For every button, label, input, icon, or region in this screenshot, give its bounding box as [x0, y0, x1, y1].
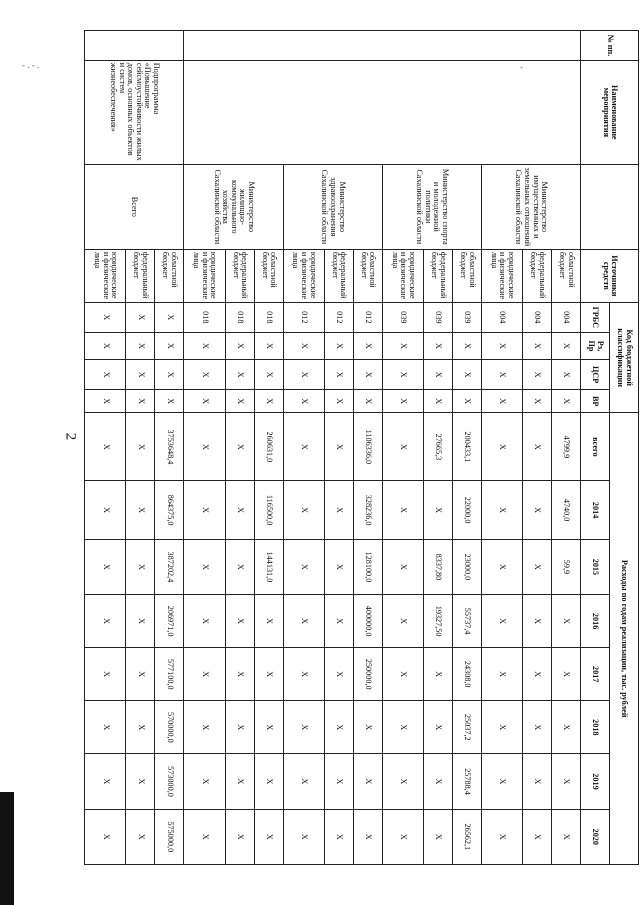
expense-value: X — [382, 754, 423, 809]
expense-value: X — [283, 701, 324, 754]
expense-value: X — [481, 481, 522, 539]
expense-value: X — [324, 701, 353, 754]
vr-code: X — [225, 390, 254, 413]
header-kbk: Код бюджетной классификации — [610, 302, 639, 412]
header-org-blank — [581, 164, 639, 249]
vr-code: X — [126, 390, 155, 413]
grbs-code: 039 — [452, 302, 481, 332]
expense-value: X — [481, 413, 522, 481]
header-source: Источники средств — [581, 249, 639, 302]
csr-code: X — [424, 360, 453, 390]
expense-value: X — [283, 754, 324, 809]
expense-value: 570000,0 — [155, 701, 184, 754]
expense-value: X — [523, 701, 552, 754]
funding-source: областной бюджет — [552, 249, 581, 302]
funding-source: областной бюджет — [353, 249, 382, 302]
row-name — [184, 60, 581, 164]
expense-value: X — [382, 648, 423, 701]
expense-value: X — [424, 701, 453, 754]
expense-value: X — [254, 809, 283, 864]
row-num — [184, 31, 581, 61]
expense-value: 206971,0 — [155, 595, 184, 648]
funding-source: федеральный бюджет — [523, 249, 552, 302]
expense-value: X — [382, 413, 423, 481]
expense-value: X — [382, 595, 423, 648]
expense-value: X — [85, 648, 126, 701]
funding-source: юридические и физические лица — [382, 249, 423, 302]
expense-value: 59,9 — [552, 539, 581, 594]
header-kbk-sub: ГРБС — [581, 302, 610, 332]
expense-value: X — [283, 481, 324, 539]
expense-value: X — [283, 539, 324, 594]
expense-value: X — [424, 754, 453, 809]
expense-value: 27665,3 — [424, 413, 453, 481]
expense-value: X — [382, 701, 423, 754]
rz-code: X — [382, 332, 423, 360]
vr-code: X — [452, 390, 481, 413]
rz-code: X — [184, 332, 225, 360]
expense-value: X — [184, 539, 225, 594]
expense-value: X — [225, 413, 254, 481]
vr-code: X — [283, 390, 324, 413]
expense-value: X — [225, 539, 254, 594]
grbs-code: X — [155, 302, 184, 332]
grbs-code: 039 — [382, 302, 423, 332]
rz-code: X — [481, 332, 522, 360]
funding-source: федеральный бюджет — [424, 249, 453, 302]
grbs-code: 018 — [254, 302, 283, 332]
expense-value: X — [324, 595, 353, 648]
expense-value: X — [225, 648, 254, 701]
expense-value: X — [481, 701, 522, 754]
expense-value: X — [85, 481, 126, 539]
expense-value: X — [283, 809, 324, 864]
funding-source: юридические и физические лица — [85, 249, 126, 302]
vr-code: X — [424, 390, 453, 413]
expense-value: 328236,0 — [353, 481, 382, 539]
header-kbk-sub: ЦСР — [581, 360, 610, 390]
grbs-code: X — [126, 302, 155, 332]
org-name: Министерство жилищно-коммунального хозяйства Сахалинской области — [184, 164, 283, 249]
expense-value: X — [424, 481, 453, 539]
vr-code: X — [552, 390, 581, 413]
grbs-code: 039 — [424, 302, 453, 332]
subprogram-name: Подпрограмма «Повышение сейсмоустойчивости жилых домов, основных объектов и систем жизнеобеспечения» — [85, 60, 184, 164]
expense-value: 23000,0 — [452, 539, 481, 594]
expense-value: 24308,0 — [452, 648, 481, 701]
expense-value: 260631,0 — [254, 413, 283, 481]
expense-value: X — [552, 595, 581, 648]
funding-source: федеральный бюджет — [126, 249, 155, 302]
csr-code: X — [324, 360, 353, 390]
expense-value: 22000,0 — [452, 481, 481, 539]
expense-value: X — [324, 648, 353, 701]
expense-value: X — [353, 701, 382, 754]
expense-value: X — [184, 754, 225, 809]
csr-code: X — [126, 360, 155, 390]
header-name: Наименование мероприятия — [581, 60, 639, 164]
expense-value: 144131,0 — [254, 539, 283, 594]
funding-source: областной бюджет — [452, 249, 481, 302]
row-num — [85, 31, 184, 61]
expense-value: 3753648,4 — [155, 413, 184, 481]
funding-source: юридические и физические лица — [481, 249, 522, 302]
header-kbk-sub: Рз, Пр — [581, 332, 610, 360]
rz-code: X — [523, 332, 552, 360]
header-year: 2017 — [581, 648, 610, 701]
expense-value: X — [523, 809, 552, 864]
rz-code: X — [126, 332, 155, 360]
header-year: 2020 — [581, 809, 610, 864]
expense-value: 25037,2 — [452, 701, 481, 754]
org-name: Министерство здравоохранения Сахалинской области — [283, 164, 382, 249]
expense-value: X — [225, 481, 254, 539]
rz-code: X — [85, 332, 126, 360]
funding-source: федеральный бюджет — [324, 249, 353, 302]
expense-value: X — [523, 413, 552, 481]
org-name: Всего — [85, 164, 184, 249]
rz-code: X — [324, 332, 353, 360]
expense-value: 26562,1 — [452, 809, 481, 864]
expense-value: X — [85, 413, 126, 481]
expense-value: X — [382, 809, 423, 864]
expense-value: 1106336,0 — [353, 413, 382, 481]
expense-value: X — [283, 648, 324, 701]
funding-source: областной бюджет — [254, 249, 283, 302]
csr-code: X — [155, 360, 184, 390]
expense-value: X — [126, 809, 155, 864]
csr-code: X — [353, 360, 382, 390]
grbs-code: 018 — [225, 302, 254, 332]
expense-value: 19327,50 — [424, 595, 453, 648]
expense-value: X — [481, 595, 522, 648]
expense-value: X — [126, 701, 155, 754]
expense-value: X — [254, 701, 283, 754]
expense-value: 577100,0 — [155, 648, 184, 701]
rotated-table-wrapper — [84, 30, 639, 865]
expense-value: X — [481, 539, 522, 594]
expense-value: X — [225, 754, 254, 809]
csr-code: X — [523, 360, 552, 390]
rz-code: X — [283, 332, 324, 360]
expense-value: X — [324, 809, 353, 864]
header-kbk-sub: ВР — [581, 390, 610, 413]
expense-value: X — [254, 754, 283, 809]
expense-value: X — [523, 539, 552, 594]
csr-code: X — [283, 360, 324, 390]
expense-value: X — [552, 648, 581, 701]
vr-code: X — [523, 390, 552, 413]
rz-code: X — [353, 332, 382, 360]
grbs-code: 004 — [481, 302, 522, 332]
expense-value: X — [225, 595, 254, 648]
expense-value: X — [254, 648, 283, 701]
rz-code: X — [225, 332, 254, 360]
table-row — [155, 31, 184, 865]
funding-source: юридические и физические лица — [184, 249, 225, 302]
csr-code: X — [85, 360, 126, 390]
expense-value: X — [324, 539, 353, 594]
expense-value: X — [126, 481, 155, 539]
expense-value: X — [85, 539, 126, 594]
grbs-code: 018 — [184, 302, 225, 332]
vr-code: X — [85, 390, 126, 413]
expense-value: 128100,0 — [353, 539, 382, 594]
expense-value: X — [85, 809, 126, 864]
rz-code: X — [452, 332, 481, 360]
grbs-code: X — [85, 302, 126, 332]
expense-value: 575000,0 — [155, 809, 184, 864]
vr-code: X — [353, 390, 382, 413]
expense-value: 200433,1 — [452, 413, 481, 481]
expense-value: X — [481, 754, 522, 809]
header-year: 2015 — [581, 539, 610, 594]
csr-code: X — [382, 360, 423, 390]
header-num: № пп. — [581, 31, 639, 61]
vr-code: X — [382, 390, 423, 413]
vr-code: X — [324, 390, 353, 413]
expense-value: X — [424, 809, 453, 864]
expense-value: 4740,0 — [552, 481, 581, 539]
budget-table — [84, 30, 639, 865]
header-year: 2018 — [581, 701, 610, 754]
expense-value: X — [85, 754, 126, 809]
expense-value: X — [523, 648, 552, 701]
expense-value: X — [523, 481, 552, 539]
expense-value: X — [184, 809, 225, 864]
grbs-code: 004 — [552, 302, 581, 332]
vr-code: X — [254, 390, 283, 413]
expense-value: X — [324, 413, 353, 481]
expense-value: X — [225, 809, 254, 864]
funding-source: федеральный бюджет — [225, 249, 254, 302]
rz-code: X — [552, 332, 581, 360]
expense-value: 25788,4 — [452, 754, 481, 809]
grbs-code: 012 — [324, 302, 353, 332]
expense-value: X — [424, 648, 453, 701]
csr-code: X — [225, 360, 254, 390]
expense-value: 864375,0 — [155, 481, 184, 539]
expense-value: 8337,80 — [424, 539, 453, 594]
expense-value: 250000,0 — [353, 648, 382, 701]
expense-value: X — [126, 595, 155, 648]
expense-value: 4799,9 — [552, 413, 581, 481]
expense-value: X — [523, 754, 552, 809]
header-year: 2016 — [581, 595, 610, 648]
expense-value: X — [85, 595, 126, 648]
expense-value: 116500,0 — [254, 481, 283, 539]
expense-value: X — [184, 595, 225, 648]
funding-source: областной бюджет — [155, 249, 184, 302]
expense-value: X — [481, 648, 522, 701]
expense-value: X — [481, 809, 522, 864]
expense-value: X — [324, 481, 353, 539]
csr-code: X — [254, 360, 283, 390]
expense-value: X — [126, 754, 155, 809]
expense-value: X — [382, 539, 423, 594]
org-name: Министерство имущественных и земельных отношений Сахалинской области — [481, 164, 580, 249]
vr-code: X — [155, 390, 184, 413]
grbs-code: 012 — [283, 302, 324, 332]
expense-value: X — [552, 701, 581, 754]
csr-code: X — [481, 360, 522, 390]
scan-speck: - . - . — [22, 60, 40, 70]
expense-value: X — [552, 809, 581, 864]
expense-value: 55737,4 — [452, 595, 481, 648]
expense-value: X — [184, 648, 225, 701]
expense-value: 573000,0 — [155, 754, 184, 809]
expense-value: X — [85, 701, 126, 754]
vr-code: X — [184, 390, 225, 413]
expense-value: X — [126, 413, 155, 481]
expense-value: X — [353, 809, 382, 864]
expense-value: X — [184, 701, 225, 754]
rz-code: X — [424, 332, 453, 360]
header-year: всего — [581, 413, 610, 481]
csr-code: X — [452, 360, 481, 390]
expense-value: X — [184, 481, 225, 539]
csr-code: X — [552, 360, 581, 390]
grbs-code: 012 — [353, 302, 382, 332]
scan-speck: - — [520, 62, 523, 72]
header-year: 2014 — [581, 481, 610, 539]
table-row — [552, 31, 581, 865]
rz-code: X — [254, 332, 283, 360]
expense-value: X — [552, 754, 581, 809]
grbs-code: 004 — [523, 302, 552, 332]
rz-code: X — [155, 332, 184, 360]
expense-value: X — [225, 701, 254, 754]
expense-value: 400000,0 — [353, 595, 382, 648]
expense-value: X — [382, 481, 423, 539]
expense-value: X — [523, 595, 552, 648]
expense-value: X — [126, 539, 155, 594]
expense-value: X — [184, 413, 225, 481]
expense-value: X — [324, 754, 353, 809]
header-expenses: Расходы по годам реализации, тыс. рублей — [610, 413, 639, 865]
expense-value: X — [254, 595, 283, 648]
page-number: 2 — [62, 432, 79, 441]
expense-value: X — [126, 648, 155, 701]
org-name: Министерство спорта и молодежной политики Сахалинской области — [382, 164, 481, 249]
expense-value: 387202,4 — [155, 539, 184, 594]
funding-source: юридические и физические лица — [283, 249, 324, 302]
vr-code: X — [481, 390, 522, 413]
expense-value: X — [283, 413, 324, 481]
header-row-1 — [610, 31, 639, 865]
scan-edge-bar — [0, 792, 14, 905]
header-year: 2019 — [581, 754, 610, 809]
expense-value: X — [353, 754, 382, 809]
csr-code: X — [184, 360, 225, 390]
expense-value: X — [283, 595, 324, 648]
